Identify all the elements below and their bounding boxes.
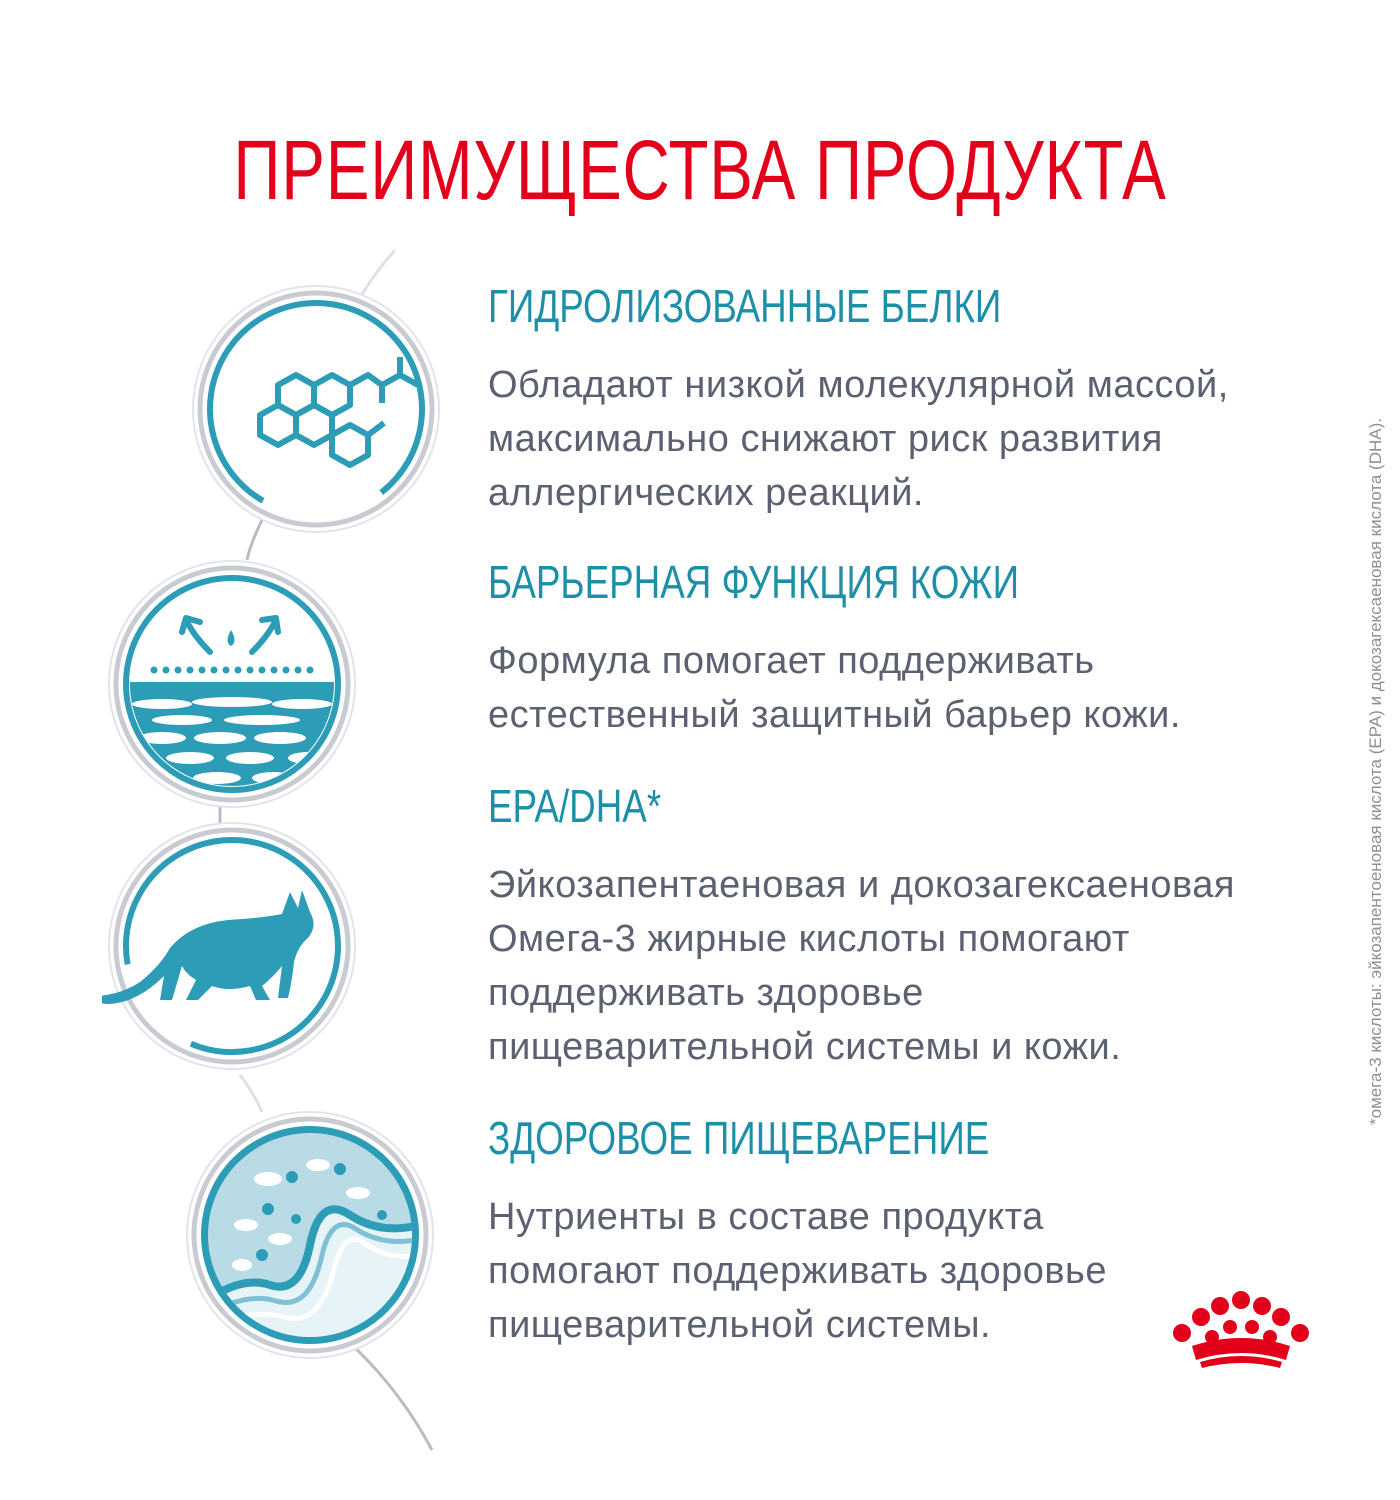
cat-icon bbox=[102, 816, 362, 1076]
footnote-container bbox=[1344, 418, 1400, 1388]
footnote: *омега-3 кислоты: эйкозапентоеновая кислота (EPA) и докозагексаеновая кислота (DHA). bbox=[1366, 418, 1385, 1125]
benefit-1-heading: ГИДРОЛИЗОВАННЫЕ БЕЛКИ bbox=[488, 280, 1002, 332]
page-title: ПРЕИМУЩЕСТВА ПРОДУКТА bbox=[233, 123, 1167, 217]
benefit-3 bbox=[488, 778, 1308, 1074]
benefit-2 bbox=[488, 554, 1308, 742]
benefit-3-heading: EPA/DHA* bbox=[488, 780, 662, 832]
benefit-2-heading: БАРЬЕРНАЯ ФУНКЦИЯ КОЖИ bbox=[488, 556, 1020, 608]
benefit-4-heading: ЗДОРОВОЕ ПИЩЕВАРЕНИЕ bbox=[488, 1112, 990, 1164]
benefit-1 bbox=[488, 278, 1308, 520]
benefit-4-text: Нутриенты в составе продукта помогают поддерживать здоровье пищеварительной системы. bbox=[488, 1196, 1107, 1346]
skin-barrier-icon bbox=[102, 554, 362, 814]
benefit-3-text: Эйкозапентаеновая и докозагексаеновая Омега-3 жирные кислоты помогают поддерживать здоровье пищеварительной системы и кожи. bbox=[488, 864, 1235, 1068]
benefit-2-text: Формула помогает поддерживать естественный защитный барьер кожи. bbox=[488, 640, 1181, 736]
benefit-1-text: Обладают низкой молекулярной массой, максимально снижают риск развития аллергических реакций. bbox=[488, 364, 1229, 514]
digestion-icon bbox=[180, 1105, 440, 1365]
royal-canin-crown-logo bbox=[1168, 1290, 1314, 1372]
molecule-icon bbox=[186, 279, 446, 539]
